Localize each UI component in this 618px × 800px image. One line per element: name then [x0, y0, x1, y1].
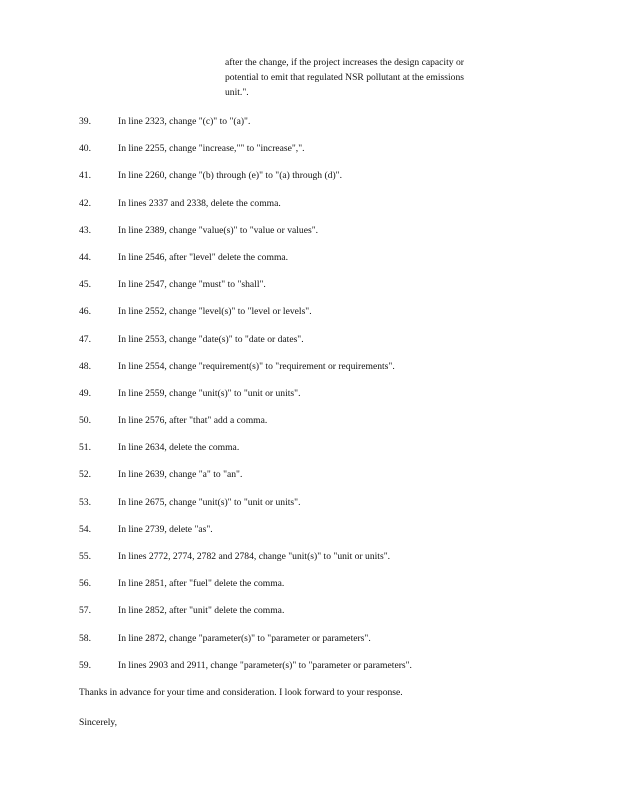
item-text: In line 2255, change "increase,"" to "increase",".: [118, 143, 305, 155]
item-text: In line 2260, change "(b) through (e)" to "(a) through (d)".: [118, 170, 342, 182]
item-number: 49.: [79, 387, 91, 399]
item-number: 44.: [79, 251, 91, 263]
list-item: [79, 224, 579, 251]
item-text: In line 2639, change "a" to "an".: [118, 469, 243, 481]
item-text: In lines 2337 and 2338, delete the comma.: [118, 197, 281, 209]
item-text: In line 2559, change "unit(s)" to "unit or units".: [118, 387, 301, 399]
item-number: 50.: [79, 415, 91, 427]
item-text: In lines 2903 and 2911, change "parameter(s)" to "parameter or parameters".: [118, 659, 412, 671]
item-text: In line 2739, delete "as".: [118, 523, 213, 535]
item-number: 53.: [79, 496, 91, 508]
item-number: 57.: [79, 605, 91, 617]
list-item: [79, 659, 579, 686]
item-number: 45.: [79, 279, 91, 291]
item-number: 52.: [79, 469, 91, 481]
list-item: [79, 115, 579, 142]
item-number: 54.: [79, 523, 91, 535]
item-number: 55.: [79, 551, 91, 562]
list-item: [79, 142, 579, 169]
list-item: [79, 468, 579, 495]
list-item: [79, 278, 579, 305]
item-number: 41.: [79, 170, 91, 182]
list-item: [79, 550, 579, 577]
item-text: In line 2852, after "unit" delete the comma.: [118, 605, 285, 617]
item-text: In line 2547, change "must" to "shall".: [118, 279, 266, 291]
list-item: [79, 251, 579, 278]
list-item: [79, 523, 579, 550]
item-number: 58.: [79, 632, 91, 644]
list-item: [79, 360, 579, 387]
list-item: [79, 632, 579, 659]
item-number: 42.: [79, 197, 91, 209]
continuation-line: after the change, if the project increases the design capacity or: [225, 57, 464, 68]
item-number: 51.: [79, 442, 91, 454]
list-item: [79, 577, 579, 604]
continuation-line: unit.".: [225, 87, 249, 98]
item-number: 39.: [79, 116, 91, 127]
item-text: In line 2675, change "unit(s)" to "unit or units".: [118, 496, 301, 508]
signoff: Sincerely,: [79, 717, 118, 728]
list-item: [79, 441, 579, 468]
list-item: [79, 496, 579, 523]
list-item: [79, 333, 579, 360]
item-text: In line 2552, change "level(s)" to "level or levels".: [118, 306, 312, 318]
item-number: 43.: [79, 224, 91, 236]
item-text: In line 2634, delete the comma.: [118, 442, 240, 454]
item-number: 46.: [79, 306, 91, 318]
list-item: [79, 197, 579, 224]
continuation-paragraph: [225, 55, 525, 100]
item-text: In line 2323, change "(c)" to "(a)".: [118, 116, 251, 127]
list-item: [79, 305, 579, 332]
list-item: [79, 414, 579, 441]
list-item: [79, 169, 579, 196]
item-text: In line 2872, change "parameter(s)" to "parameter or parameters".: [118, 632, 371, 644]
item-text: In line 2851, after "fuel" delete the comma.: [118, 578, 285, 590]
item-text: In line 2389, change "value(s)" to "value or values".: [118, 224, 319, 236]
item-text: In lines 2772, 2774, 2782 and 2784, change "unit(s)" to "unit or units".: [118, 551, 391, 562]
item-number: 56.: [79, 578, 91, 590]
item-number: 59.: [79, 659, 91, 671]
item-text: In line 2546, after "level" delete the comma.: [118, 251, 289, 263]
list-item: [79, 604, 579, 631]
item-number: 40.: [79, 143, 91, 155]
item-number: 47.: [79, 333, 91, 345]
item-text: In line 2576, after "that" add a comma.: [118, 415, 268, 427]
list-item: [79, 387, 579, 414]
closing-paragraph: Thanks in advance for your time and consideration. I look forward to your response.: [79, 687, 403, 698]
correction-list: [79, 115, 579, 686]
item-number: 48.: [79, 360, 91, 372]
item-text: In line 2553, change "date(s)" to "date or dates".: [118, 333, 304, 345]
continuation-line: potential to emit that regulated NSR pollutant at the emissions: [225, 72, 465, 83]
item-text: In line 2554, change "requirement(s)" to "requirement or requirements".: [118, 360, 395, 372]
